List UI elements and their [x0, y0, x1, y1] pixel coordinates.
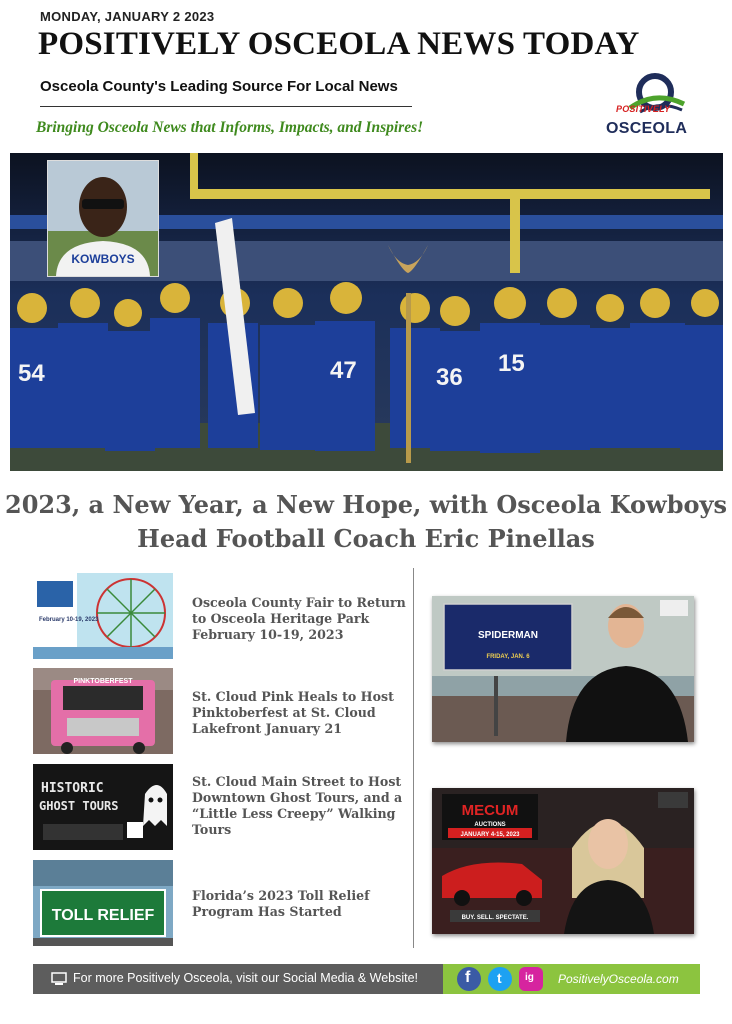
spiderman-poster-date: FRIDAY, JAN. 6	[486, 654, 530, 660]
jersey-number: 36	[436, 364, 463, 391]
jersey-number: 47	[330, 357, 357, 384]
computer-icon	[51, 972, 67, 986]
ghost-tours-image	[33, 764, 173, 850]
toll-relief-text: TOLL RELIEF	[51, 907, 155, 924]
mecum-poster-sub: AUCTIONS	[474, 822, 506, 828]
facebook-icon[interactable]	[457, 967, 481, 991]
coach-portrait-inset	[47, 160, 159, 277]
story-title-fair[interactable]: Osceola County Fair to Return to Osceola Heritage Park February 10-19, 2023	[192, 595, 406, 642]
ghost-tours-line-1: HISTORIC	[41, 781, 104, 796]
video-thumbnail-spiderman	[432, 596, 694, 742]
headline-line-1: 2023, a New Year, a New Hope, with Osceola Kowboys	[5, 490, 727, 519]
video-card-mecum[interactable]	[432, 788, 694, 934]
logo-word-bottom: OSCEOLA	[606, 120, 688, 137]
publish-date: MONDAY, JANUARY 2 2023	[40, 9, 215, 24]
footer-social-panel	[443, 964, 700, 994]
story-thumbnail-pink-heals[interactable]	[33, 668, 173, 754]
instagram-icon[interactable]	[519, 967, 543, 991]
twitter-glyph: t	[497, 970, 502, 986]
jersey-number: 54	[18, 360, 45, 387]
video-thumbnail-mecum	[432, 788, 694, 934]
mecum-poster-dates: JANUARY 4-15, 2023	[460, 832, 520, 838]
twitter-icon[interactable]	[488, 967, 512, 991]
jersey-number: 15	[498, 350, 525, 377]
inset-shirt-text: KOWBOYS	[71, 252, 135, 266]
column-divider	[413, 568, 414, 948]
story-title-ghost-tours[interactable]: St. Cloud Main Street to Host Downtown Ghost Tours, and a “Little Less Creepy” Walking Tours	[192, 774, 403, 837]
story-thumbnail-ghost-tours[interactable]	[33, 764, 173, 850]
story-thumbnail-toll-relief[interactable]	[33, 860, 173, 946]
video-card-spiderman[interactable]	[432, 596, 694, 742]
website-link[interactable]: PositivelyOsceola.com	[558, 972, 679, 986]
masthead-title[interactable]: POSITIVELY OSCEOLA NEWS TODAY	[38, 26, 640, 62]
facebook-glyph: f	[465, 969, 471, 986]
main-story-headline[interactable]	[0, 488, 732, 556]
masthead-rule	[40, 106, 412, 107]
logo-word-top: POSITIVELY	[616, 104, 671, 114]
ghost-tours-line-2: GHOST TOURS	[39, 799, 119, 813]
pink-heals-text: PINKTOBERFEST	[73, 678, 133, 685]
fair-ferris-wheel-image	[33, 573, 173, 659]
tagline: Bringing Osceola News that Informs, Impacts, and Inspires!	[36, 119, 424, 136]
toll-relief-image	[33, 860, 173, 946]
headline-line-2: Head Football Coach Eric Pinellas	[137, 524, 595, 553]
story-thumbnail-fair[interactable]	[33, 573, 173, 659]
spiderman-poster-title: SPIDERMAN	[477, 630, 539, 641]
footer-social-text: For more Positively Osceola, visit our Social Media & Website!	[73, 971, 419, 985]
mecum-poster-slogan: BUY. SELL. SPECTATE.	[461, 915, 529, 921]
masthead-subhead: Osceola County's Leading Source For Local News	[40, 78, 398, 95]
mecum-poster-title: MECUM	[461, 802, 519, 819]
coach-portrait	[48, 161, 158, 276]
positively-osceola-logo[interactable]	[600, 68, 710, 144]
story-title-pink-heals[interactable]: St. Cloud Pink Heals to Host Pinktoberfest at St. Cloud Lakefront January 21	[192, 689, 394, 736]
pink-fire-truck-image	[33, 668, 173, 754]
fair-dates-text: February 10-19, 2023	[39, 617, 99, 623]
story-title-toll-relief[interactable]: Florida’s 2023 Toll Relief Program Has Started	[192, 888, 370, 919]
footer-bar	[33, 964, 700, 994]
instagram-glyph: ig	[525, 972, 534, 983]
